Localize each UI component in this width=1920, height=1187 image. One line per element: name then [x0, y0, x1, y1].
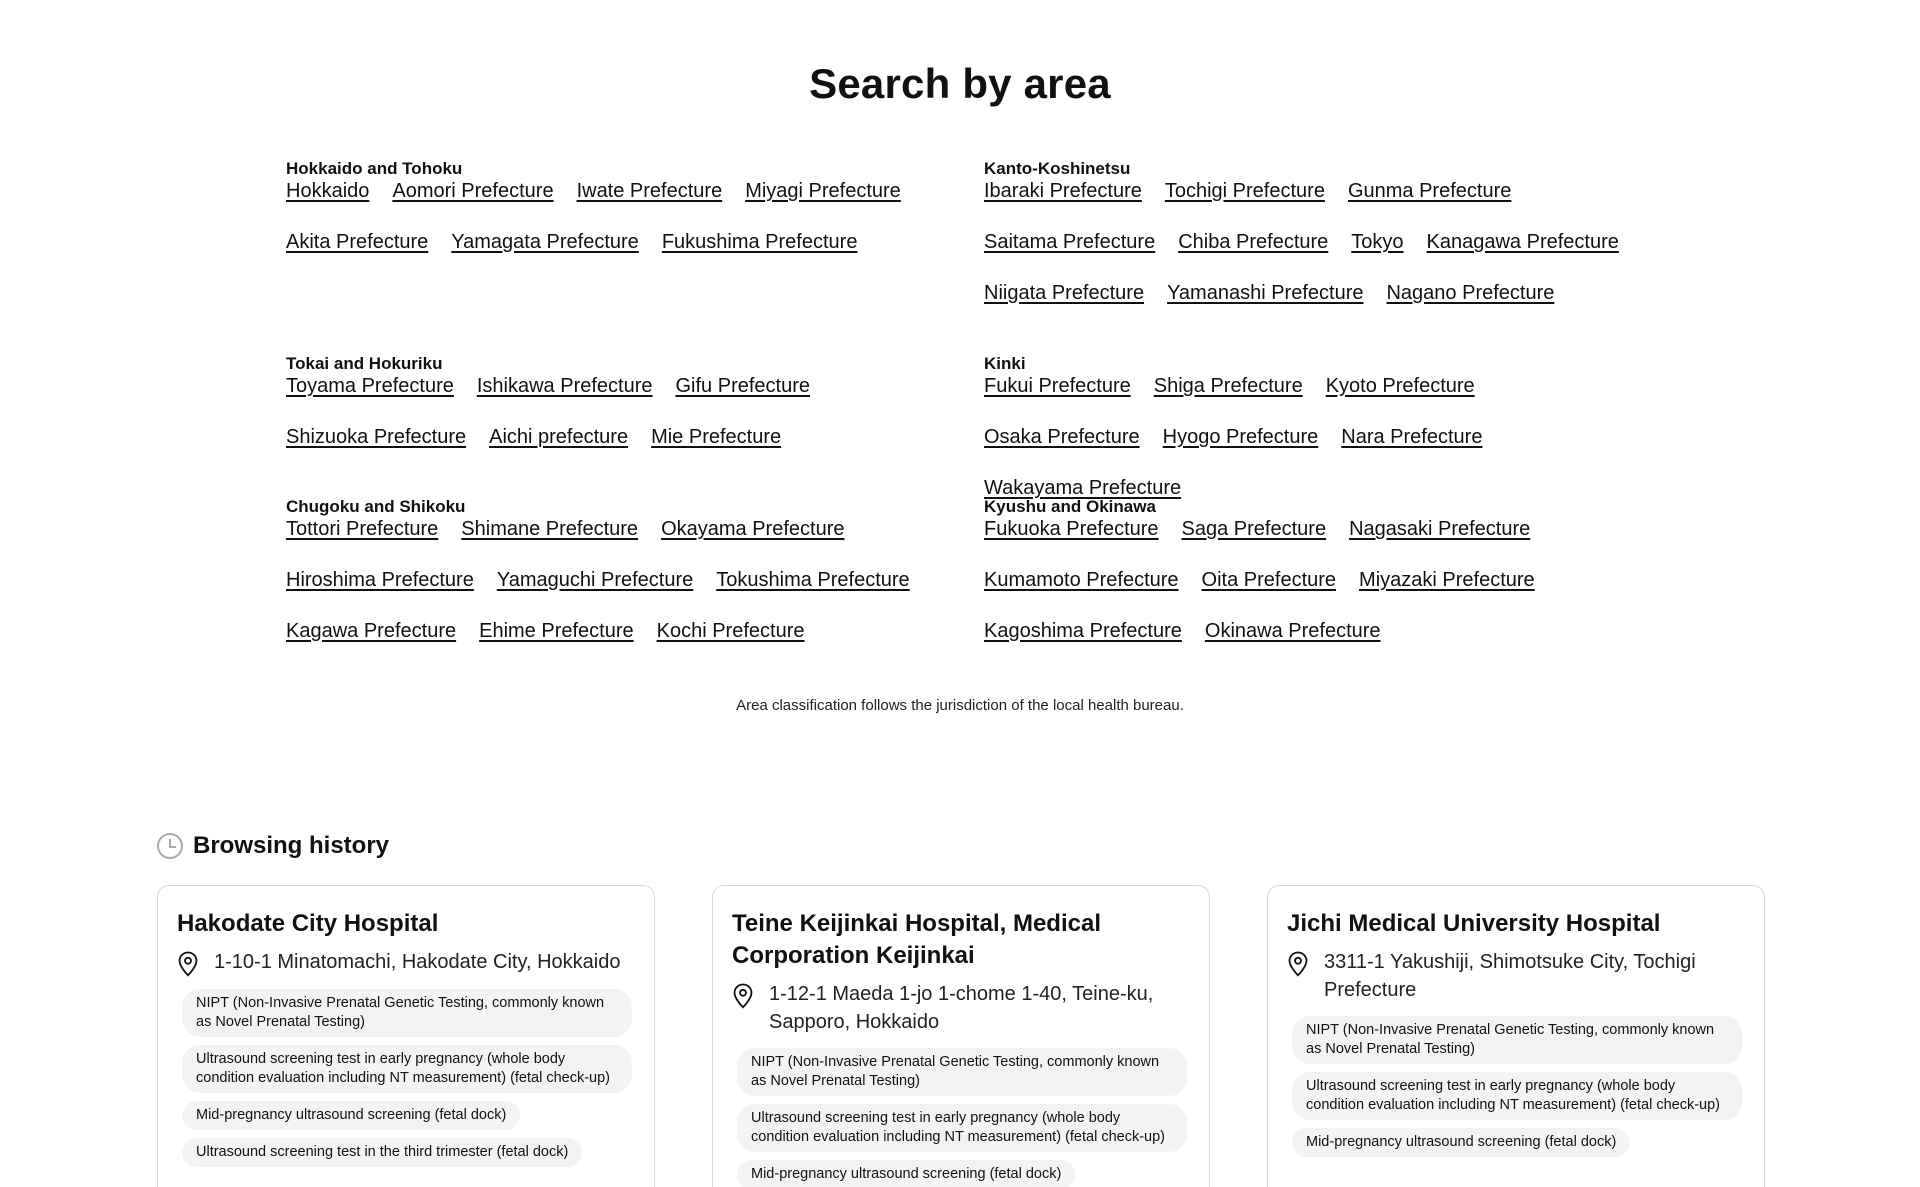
- prefecture-link[interactable]: Gifu Prefecture: [675, 375, 811, 397]
- prefecture-link[interactable]: Iwate Prefecture: [576, 180, 723, 202]
- clock-icon: [157, 833, 183, 859]
- prefecture-link[interactable]: Okayama Prefecture: [661, 518, 845, 540]
- region-chugoku-shikoku: [286, 496, 966, 671]
- prefecture-link[interactable]: Shiga Prefecture: [1153, 375, 1303, 397]
- prefecture-links: [286, 518, 926, 671]
- exam-tag: NIPT (Non-Invasive Prenatal Genetic Testing, commonly known as Novel Prenatal Testing): [182, 989, 632, 1037]
- prefecture-link[interactable]: Tochigi Prefecture: [1164, 180, 1325, 202]
- area-classification-note: Area classification follows the jurisdiction of the local health bureau.: [736, 697, 1184, 714]
- prefecture-link[interactable]: Ishikawa Prefecture: [476, 375, 653, 397]
- prefecture-link[interactable]: Kumamoto Prefecture: [984, 569, 1179, 591]
- region-title: Kinki: [984, 354, 1026, 373]
- hospital-address: [732, 980, 1190, 1036]
- exam-tag: NIPT (Non-Invasive Prenatal Genetic Testing, commonly known as Novel Prenatal Testing): [737, 1048, 1187, 1096]
- prefecture-link[interactable]: Yamagata Prefecture: [451, 231, 639, 253]
- address-text: 3311-1 Yakushiji, Shimotsuke City, Tochigi Prefecture: [1324, 951, 1696, 1001]
- region-tokai-hokuriku: [286, 353, 966, 477]
- prefecture-link[interactable]: Tokyo: [1351, 231, 1404, 253]
- prefecture-link[interactable]: Chiba Prefecture: [1178, 231, 1329, 253]
- prefecture-link[interactable]: Saitama Prefecture: [984, 231, 1156, 253]
- hospital-address: [1287, 948, 1745, 1004]
- exam-tag: Mid-pregnancy ultrasound screening (fetal dock): [737, 1160, 1075, 1187]
- prefecture-link[interactable]: Niigata Prefecture: [984, 282, 1145, 304]
- prefecture-link[interactable]: Kochi Prefecture: [656, 620, 805, 642]
- hospital-name[interactable]: Hakodate City Hospital: [177, 910, 439, 937]
- prefecture-link[interactable]: Nara Prefecture: [1341, 426, 1483, 448]
- prefecture-link[interactable]: Osaka Prefecture: [984, 426, 1140, 448]
- page-title: Search by area: [809, 60, 1111, 107]
- prefecture-link[interactable]: Yamanashi Prefecture: [1167, 282, 1364, 304]
- exam-tag: Ultrasound screening test in early pregnancy (whole body condition evaluation including NT measurement) (fetal check-up): [182, 1045, 632, 1093]
- prefecture-link[interactable]: Aichi prefecture: [489, 426, 629, 448]
- location-pin-icon: [177, 951, 199, 977]
- prefecture-link[interactable]: Kanagawa Prefecture: [1426, 231, 1619, 253]
- browsing-history-header: [157, 832, 389, 860]
- prefecture-links: [984, 180, 1624, 333]
- prefecture-link[interactable]: Miyagi Prefecture: [745, 180, 901, 202]
- hospital-card[interactable]: [712, 885, 1210, 1187]
- prefecture-link[interactable]: Fukuoka Prefecture: [984, 518, 1159, 540]
- location-pin-icon: [1287, 951, 1309, 977]
- region-kanto-koshinetsu: [984, 158, 1664, 333]
- prefecture-link[interactable]: Tottori Prefecture: [286, 518, 439, 540]
- prefecture-link[interactable]: Hokkaido: [286, 180, 370, 202]
- prefecture-link[interactable]: Akita Prefecture: [286, 231, 429, 253]
- prefecture-link[interactable]: Kyoto Prefecture: [1325, 375, 1475, 397]
- exam-tags: [732, 1048, 1190, 1187]
- region-kyushu-okinawa: [984, 496, 1664, 671]
- prefecture-link[interactable]: Nagano Prefecture: [1386, 282, 1555, 304]
- exam-tag: Ultrasound screening test in early pregnancy (whole body condition evaluation including NT measurement) (fetal check-up): [737, 1104, 1187, 1152]
- hospital-name[interactable]: Teine Keijinkai Hospital, Medical Corporation Keijinkai: [732, 910, 1101, 969]
- address-text: 1-10-1 Minatomachi, Hakodate City, Hokkaido: [214, 951, 621, 973]
- prefecture-link[interactable]: Wakayama Prefecture: [984, 477, 1182, 499]
- prefecture-links: [984, 518, 1624, 671]
- region-title: Kanto-Koshinetsu: [984, 159, 1131, 178]
- prefecture-link[interactable]: Yamaguchi Prefecture: [496, 569, 694, 591]
- prefecture-link[interactable]: Nagasaki Prefecture: [1349, 518, 1531, 540]
- hospital-card[interactable]: [1267, 885, 1765, 1187]
- prefecture-link[interactable]: Aomori Prefecture: [392, 180, 554, 202]
- prefecture-link[interactable]: Mie Prefecture: [651, 426, 782, 448]
- region-title: Kyushu and Okinawa: [984, 497, 1156, 516]
- exam-tag: Ultrasound screening test in early pregnancy (whole body condition evaluation including NT measurement) (fetal check-up): [1292, 1072, 1742, 1120]
- region-title: Chugoku and Shikoku: [286, 497, 466, 516]
- prefecture-link[interactable]: Fukushima Prefecture: [661, 231, 858, 253]
- location-pin-icon: [732, 983, 754, 1009]
- region-title: Tokai and Hokuriku: [286, 354, 443, 373]
- prefecture-link[interactable]: Shimane Prefecture: [461, 518, 639, 540]
- prefecture-link[interactable]: Hiroshima Prefecture: [286, 569, 474, 591]
- prefecture-link[interactable]: Ehime Prefecture: [479, 620, 634, 642]
- prefecture-link[interactable]: Gunma Prefecture: [1347, 180, 1512, 202]
- prefecture-link[interactable]: Oita Prefecture: [1201, 569, 1337, 591]
- exam-tag: Mid-pregnancy ultrasound screening (fetal dock): [1292, 1128, 1630, 1157]
- prefecture-link[interactable]: Kagoshima Prefecture: [984, 620, 1182, 642]
- region-title: Hokkaido and Tohoku: [286, 159, 463, 178]
- prefecture-link[interactable]: Kagawa Prefecture: [286, 620, 457, 642]
- prefecture-link[interactable]: Fukui Prefecture: [984, 375, 1131, 397]
- exam-tags: [177, 989, 635, 1167]
- browsing-history-title: Browsing history: [193, 832, 390, 859]
- hospital-card[interactable]: [157, 885, 655, 1187]
- prefecture-link[interactable]: Shizuoka Prefecture: [286, 426, 467, 448]
- address-text: 1-12-1 Maeda 1-jo 1-chome 1-40, Teine-ku, Sapporo, Hokkaido: [769, 983, 1154, 1033]
- prefecture-link[interactable]: Tokushima Prefecture: [716, 569, 910, 591]
- prefecture-link[interactable]: Hyogo Prefecture: [1162, 426, 1319, 448]
- prefecture-link[interactable]: Saga Prefecture: [1181, 518, 1327, 540]
- exam-tag: Ultrasound screening test in the third trimester (fetal dock): [182, 1138, 582, 1167]
- exam-tags: [1287, 1016, 1745, 1157]
- region-hokkaido-tohoku: [286, 158, 966, 282]
- exam-tag: NIPT (Non-Invasive Prenatal Genetic Testing, commonly known as Novel Prenatal Testing): [1292, 1016, 1742, 1064]
- prefecture-link[interactable]: Okinawa Prefecture: [1204, 620, 1381, 642]
- prefecture-links: [286, 180, 926, 282]
- prefecture-link[interactable]: Ibaraki Prefecture: [984, 180, 1142, 202]
- history-cards: [157, 885, 1767, 1187]
- prefecture-link[interactable]: Toyama Prefecture: [286, 375, 454, 397]
- exam-tag: Mid-pregnancy ultrasound screening (fetal dock): [182, 1101, 520, 1130]
- hospital-address: [177, 948, 635, 977]
- prefecture-link[interactable]: Miyazaki Prefecture: [1359, 569, 1535, 591]
- prefecture-links: [286, 375, 926, 477]
- hospital-name[interactable]: Jichi Medical University Hospital: [1287, 910, 1661, 937]
